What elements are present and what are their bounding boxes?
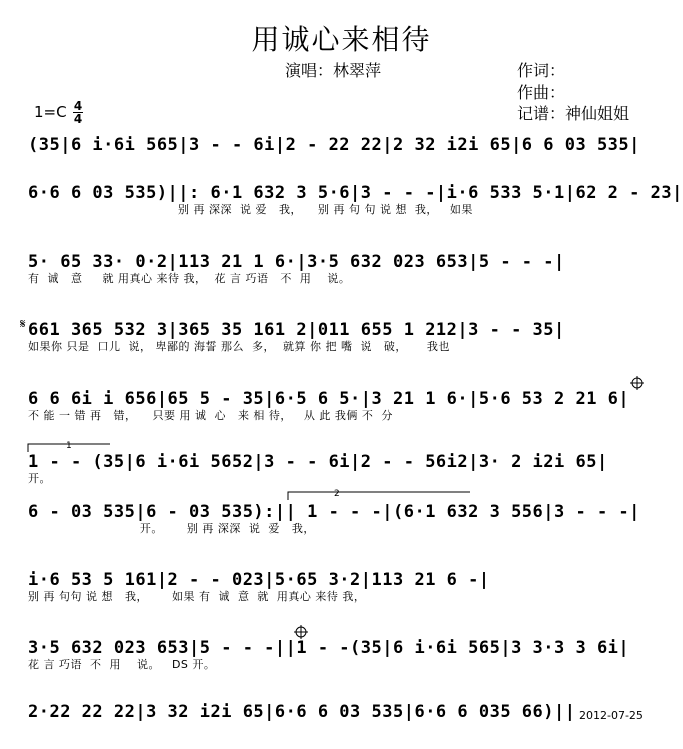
time-signature-top: 4 — [73, 99, 83, 113]
notes-line-2: 6·6 6 03 535)||: 6·1 632 3 5·6|3 - - -|i·6 533 5·1|62 2 - 23| — [28, 183, 683, 203]
lyrics-line-4: 如果你 只是 口儿 说， 卑鄙的 海誓 那么 多， 就算 你 把 嘴 说 破， 我也 — [28, 340, 450, 353]
date-stamp: 2012-07-25 — [579, 709, 643, 722]
notes-line-7: 6 - 03 535|6 - 03 535):|| 1 - - -|(6·1 632 3 556|3 - - -| — [28, 502, 640, 522]
composer-credit: 作曲： — [517, 83, 566, 102]
coda-icon — [294, 625, 308, 639]
notes-line-5: 6 6 6i i 656|65 5 - 35|6·5 6 5·|3 21 1 6·|5·6 53 2 21 6| — [28, 389, 630, 409]
lyrics-line-5: 不 能 一 错 再 错， 只要 用 诚 心 来 相 待， 从 此 我俩 不 分 — [28, 409, 393, 422]
notes-line-9: 3·5 632 023 653|5 - - -||1 - -(35|6 i·6i 565|3 3·3 3 6i| — [28, 638, 630, 658]
lyrics-line-8: 别 再 句句 说 想 我， 如果 有 诚 意 就 用真心 来待 我， — [28, 590, 366, 603]
notes-line-1: (35|6 i·6i 565|3 - - 6i|2 - 22 22|2 32 i2i 65|6 6 03 535| — [28, 135, 640, 155]
volta-number-2: 2 — [334, 489, 340, 499]
lyrics-line-7: 开。 别 再 深深 说 爱 我， — [28, 522, 315, 535]
time-signature-bottom: 4 — [73, 112, 83, 126]
notes-line-6: 1 - - (35|6 i·6i 5652|3 - - 6i|2 - - 56i2|3· 2 i2i 65| — [28, 452, 608, 472]
transcriber-credit: 记谱：神仙姐姐 — [517, 104, 630, 123]
notes-line-3: 5· 65 33· 0·2|113 21 1 6·|3·5 632 023 653|5 - - -| — [28, 252, 565, 272]
lyrics-line-9: 花 言 巧语 不 用 说。 DS 开。 — [28, 658, 216, 671]
notes-line-8: i·6 53 5 161|2 - - 023|5·65 3·2|113 21 6 -| — [28, 570, 490, 590]
lyricist-credit: 作词： — [517, 61, 566, 80]
lyrics-line-6: 开。 — [28, 472, 51, 485]
coda-icon — [630, 376, 644, 390]
volta-number-1: 1 — [66, 441, 72, 451]
segno-icon: 𝄋 — [20, 317, 26, 332]
singer-credit: 演唱：林翠萍 — [285, 61, 382, 80]
song-title: 用诚心来相待 — [251, 23, 432, 56]
lyrics-line-2: 别 再 深深 说 爱 我， 别 再 句 句 说 想 我， 如果 — [178, 203, 473, 216]
notes-line-10: 2·22 22 22|3 32 i2i 65|6·6 6 03 535|6·6 6 035 66)|| — [28, 702, 576, 722]
volta-bracket-2 — [288, 492, 470, 500]
lyrics-line-3: 有 诚 意 就 用真心 来待 我， 花 言 巧语 不 用 说。 — [28, 272, 351, 285]
notes-line-4: 661 365 532 3|365 35 161 2|011 655 1 212|3 - - 35| — [28, 320, 565, 340]
key-signature: 1=C — [34, 103, 67, 121]
